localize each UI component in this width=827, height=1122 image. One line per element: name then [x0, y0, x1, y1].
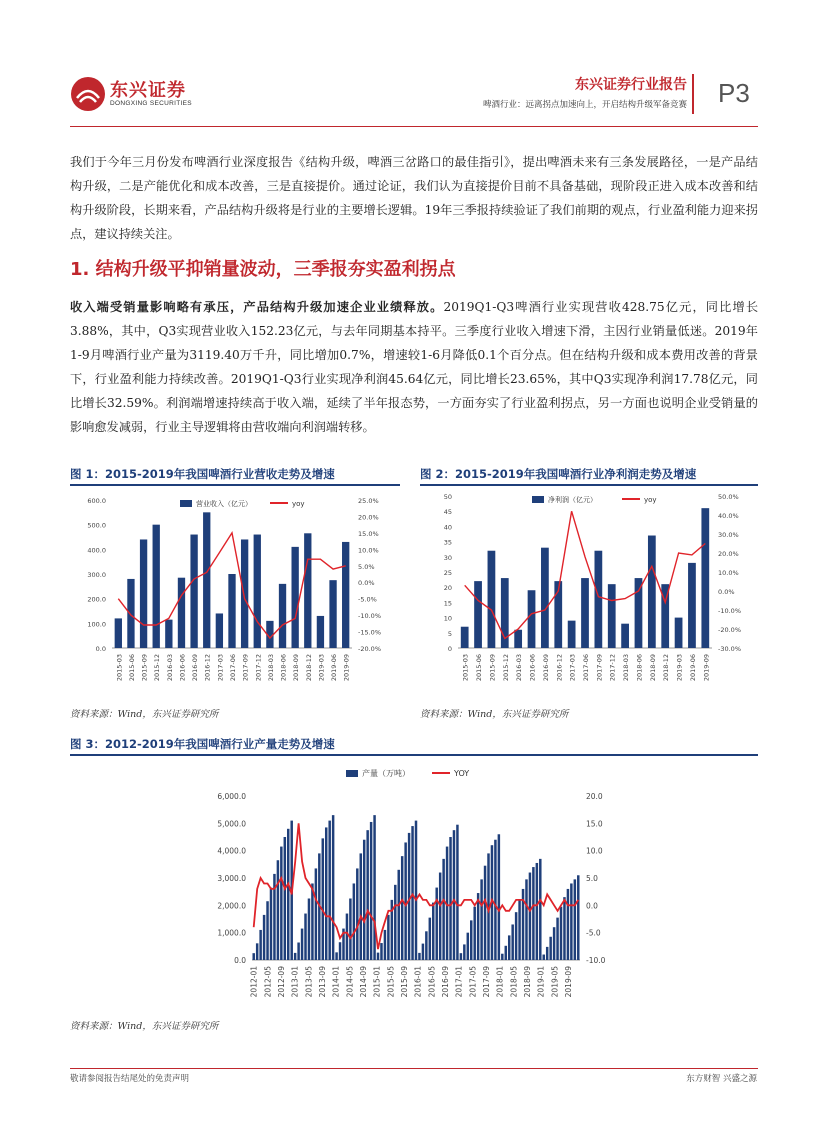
fig3-right-tick: 5.0 — [586, 874, 598, 883]
fig3-bar — [259, 930, 261, 960]
fig2-x-tick: 2019-09 — [702, 654, 711, 682]
fig2-bar — [461, 627, 469, 648]
fig1-right-tick: 25.0% — [358, 497, 379, 505]
header-rule — [70, 126, 758, 127]
fig1-bar — [216, 613, 223, 648]
fig3-bar — [456, 825, 458, 960]
fig2-right-tick: -10.0% — [718, 607, 741, 615]
fig3-bar — [335, 952, 337, 960]
fig1-x-tick: 2018-12 — [304, 654, 313, 682]
fig2-x-tick: 2016-03 — [515, 654, 524, 682]
fig2-left-tick: 15 — [443, 599, 452, 608]
fig3-bar — [556, 918, 558, 960]
fig2-x-tick: 2016-09 — [541, 654, 550, 682]
fig1-bar — [317, 616, 324, 648]
fig1-legend-bar-label: 营业收入（亿元） — [196, 500, 252, 508]
fig2-bar — [474, 581, 482, 648]
fig3-bar — [401, 856, 403, 960]
fig1-right-tick: 20.0% — [358, 513, 379, 522]
fig3-right-tick: 15.0 — [586, 819, 603, 829]
fig3-bar — [294, 953, 296, 960]
fig3-x-tick: 2016-01 — [413, 966, 423, 998]
fig3-bar — [570, 883, 572, 960]
fig2-bar — [621, 624, 629, 648]
fig3-right-tick: -10.0 — [586, 956, 606, 965]
fig2-x-tick: 2016-06 — [528, 654, 537, 682]
fig1-right-tick: -10.0% — [358, 612, 381, 621]
fig3-x-tick: 2014-01 — [331, 966, 341, 998]
fig1-left-tick: 400.0 — [87, 546, 106, 555]
fig3-legend-line-label: YOY — [454, 769, 470, 778]
report-subtitle: 啤酒行业：远离拐点加速向上，开启结构升级军备竞赛 — [482, 100, 687, 110]
fig1-x-tick: 2016-12 — [203, 654, 212, 682]
fig3-left-tick: 3,000.0 — [217, 874, 246, 883]
fig2-left-tick: 35 — [443, 538, 452, 547]
fig1-bar — [165, 620, 172, 648]
fig1-legend-line-label: yoy — [292, 500, 305, 508]
fig2-x-tick: 2018-09 — [648, 654, 657, 682]
fig1-bar — [153, 525, 160, 648]
fig2-bar — [635, 578, 643, 648]
fig3-x-tick: 2013-09 — [318, 966, 328, 998]
fig3-right-tick: 20.0 — [586, 792, 603, 801]
fig3-bar — [322, 838, 324, 960]
fig3-bar — [384, 930, 386, 960]
fig3-bar — [415, 821, 417, 960]
fig1-x-tick: 2018-03 — [266, 654, 275, 682]
fig3-right-tick: -5.0 — [586, 928, 601, 938]
fig1-bar — [228, 574, 235, 648]
fig3-x-tick: 2017-05 — [468, 966, 478, 998]
fig2-x-tick: 2015-12 — [501, 654, 510, 682]
fig1-x-tick: 2017-06 — [229, 654, 237, 682]
fig3-bar — [339, 942, 341, 960]
fig1-bar — [291, 547, 298, 648]
fig3-bar — [297, 943, 299, 960]
fig2-bar — [688, 563, 696, 648]
fig3-x-tick: 2016-05 — [427, 966, 437, 998]
fig3-bar — [549, 937, 551, 960]
fig3-bar — [511, 924, 513, 960]
logo-mark-icon — [70, 76, 106, 112]
fig3-bar — [477, 893, 479, 960]
fig3-bar — [252, 953, 254, 960]
fig2-bar — [701, 508, 709, 648]
fig2-right-tick: 20.0% — [718, 550, 739, 558]
fig2-legend-line-label: yoy — [644, 496, 657, 504]
fig1-bar — [241, 539, 248, 648]
fig1-rule — [70, 484, 400, 486]
fig3-left-tick: 4,000.0 — [217, 846, 246, 856]
fig3-bar — [360, 853, 362, 960]
fig1-x-tick: 2015-12 — [153, 654, 162, 682]
fig2-x-tick: 2015-09 — [488, 654, 497, 682]
fig3-title: 图 3：2012-2019年我国啤酒行业产量走势及增速 — [70, 737, 335, 751]
fig2-bar — [488, 551, 496, 648]
fig3-bar — [498, 834, 500, 960]
section-heading: 1. 结构升级平抑销量波动，三季报夯实盈利拐点 — [70, 259, 456, 280]
fig3-bar — [567, 889, 569, 960]
fig3-bar — [429, 918, 431, 960]
fig3-bar — [460, 953, 462, 960]
fig3-bar — [328, 821, 330, 960]
fig2-left-tick: 50 — [443, 493, 452, 501]
fig2-left-tick: 25 — [443, 569, 452, 577]
fig2-right-tick: 10.0% — [718, 569, 739, 577]
fig3-left-tick: 6,000.0 — [217, 792, 246, 801]
fig3-bar — [256, 943, 258, 960]
fig2-x-tick: 2017-06 — [582, 654, 590, 682]
fig3-x-tick: 2017-09 — [482, 966, 492, 998]
fig2-chart — [420, 488, 758, 698]
fig3-bar — [353, 883, 355, 960]
fig3-bar — [442, 859, 444, 960]
fig3-x-tick: 2013-01 — [290, 966, 300, 998]
fig2-x-tick: 2016-12 — [555, 654, 564, 682]
fig3-bar — [577, 875, 579, 960]
fig3-bar — [525, 879, 527, 960]
fig3-right-tick: 10.0 — [586, 846, 603, 856]
fig1-right-tick: -15.0% — [358, 628, 381, 637]
fig1-x-tick: 2015-09 — [140, 654, 149, 682]
fig3-rule — [70, 754, 758, 756]
fig2-bar — [581, 578, 589, 648]
fig3-bar — [270, 888, 272, 960]
fig3-bar — [408, 833, 410, 960]
fig1-left-tick: 500.0 — [87, 521, 106, 530]
fig1-left-tick: 200.0 — [87, 595, 106, 604]
fig3-bar — [284, 837, 286, 960]
fig1-title: 图 1：2015-2019年我国啤酒行业营收走势及增速 — [70, 467, 335, 481]
fig2-right-tick: 50.0% — [718, 493, 739, 501]
fig2-bar — [648, 536, 656, 648]
footer-disclaimer: 敬请参阅报告结尾处的免责声明 — [70, 1074, 190, 1084]
fig2-left-tick: 40 — [443, 523, 452, 532]
fig3-bar — [563, 897, 565, 960]
fig2-x-tick: 2018-03 — [622, 654, 631, 682]
logo-text: 东兴证券 — [110, 80, 186, 101]
fig3-bar — [484, 866, 486, 960]
fig3-x-tick: 2017-01 — [454, 966, 464, 998]
fig2-bar — [594, 551, 602, 648]
fig3-bar — [425, 931, 427, 960]
fig3-bar — [304, 914, 306, 960]
intro-paragraph: 我们于今年三月份发布啤酒行业深度报告《结构升级，啤酒三岔路口的最佳指引》，提出啤酒未来有三条发展路径，一是产品结构升级，二是产能优化和成本改善，三是直接提价。通过论证，我们认为直接提价目前不具备基础，现阶段正进入成本改善和结构升级阶段，长期来看，产品结构升级将是行业的主要增长逻辑。19年三季报持续验证了我们前期的观点，行业盈利能力迎来拐点，建议持续关注。 — [70, 155, 758, 241]
fig3-x-tick: 2012-09 — [277, 966, 287, 998]
fig3-x-tick: 2015-09 — [400, 966, 410, 998]
fig1-left-tick: 600.0 — [87, 497, 106, 505]
fig3-x-tick: 2014-05 — [345, 966, 355, 998]
fig2-bar — [541, 548, 549, 648]
fig3-bar — [280, 847, 282, 960]
fig1-x-tick: 2017-09 — [241, 654, 250, 682]
fig2-source: 资料来源：Wind，东兴证券研究所 — [420, 709, 569, 720]
fig2-x-tick: 2017-09 — [595, 654, 604, 682]
fig3-left-tick: 1,000.0 — [217, 928, 246, 938]
fig3-bar — [311, 883, 313, 960]
fig2-x-tick: 2018-12 — [662, 654, 671, 682]
fig3-bar — [315, 868, 317, 960]
fig3-bar — [546, 947, 548, 960]
fig2-left-tick: 10 — [443, 614, 452, 623]
fig3-bar — [404, 842, 406, 960]
fig3-bar — [373, 815, 375, 960]
fig3-bar — [325, 827, 327, 960]
fig3-bar — [394, 885, 396, 960]
fig1-right-tick: 0.0% — [358, 579, 375, 588]
fig3-bar — [470, 920, 472, 960]
fig3-x-tick: 2019-01 — [536, 966, 546, 998]
fig3-bar — [508, 935, 510, 960]
fig1-x-tick: 2016-09 — [191, 654, 200, 682]
fig3-bar — [363, 840, 365, 960]
fig3-bar — [505, 946, 507, 960]
fig3-x-tick: 2013-05 — [304, 966, 314, 998]
fig1-bar — [254, 535, 261, 648]
fig3-x-tick: 2019-09 — [564, 966, 574, 998]
page-number: P3 — [718, 78, 750, 108]
fig3-bar — [277, 860, 279, 960]
fig3-bar — [387, 915, 389, 960]
fig3-bar — [380, 943, 382, 960]
fig2-bar — [528, 590, 536, 648]
fig3-x-tick: 2019-05 — [550, 966, 560, 998]
fig3-bar — [553, 927, 555, 960]
fig3-left-tick: 0.0 — [234, 956, 246, 965]
fig1-chart — [70, 488, 400, 698]
fig3-bar — [332, 815, 334, 960]
fig2-x-tick: 2015-06 — [475, 654, 484, 682]
fig3-x-tick: 2015-01 — [372, 966, 382, 998]
logo-subtext: DONGXING SECURITIES — [110, 100, 192, 107]
fig3-bar — [439, 873, 441, 960]
fig2-left-tick: 30 — [443, 553, 452, 562]
fig1-left-tick: 100.0 — [87, 620, 106, 629]
fig1-right-tick: -5.0% — [358, 595, 377, 604]
fig3-bar — [356, 868, 358, 960]
fig2-bar — [675, 618, 683, 648]
fig2-bar — [514, 630, 522, 648]
fig3-bar — [346, 914, 348, 960]
fig3-bar — [301, 929, 303, 960]
report-title: 东兴证券行业报告 — [575, 77, 687, 93]
fig2-x-tick: 2019-03 — [675, 654, 684, 682]
fig1-bar — [140, 539, 147, 648]
fig2-right-tick: -30.0% — [718, 645, 741, 653]
fig1-bar — [190, 535, 197, 648]
fig3-left-tick: 2,000.0 — [217, 901, 246, 911]
fig3-bar — [263, 915, 265, 960]
fig3-x-tick: 2012-05 — [263, 966, 273, 998]
fig2-bar — [568, 621, 576, 648]
fig2-right-tick: 40.0% — [718, 512, 739, 520]
fig2-x-tick: 2018-06 — [635, 654, 644, 682]
fig2-right-tick: -20.0% — [718, 626, 741, 634]
fig3-bar — [397, 870, 399, 960]
fig3-bar — [266, 901, 268, 960]
fig3-bar — [467, 933, 469, 960]
fig2-right-tick: 0.0% — [718, 588, 735, 596]
fig2-legend-bar-swatch — [532, 496, 544, 503]
footer-slogan: 东方财智 兴盛之源 — [686, 1074, 757, 1084]
fig3-x-tick: 2018-05 — [509, 966, 519, 998]
fig1-bar — [279, 584, 286, 648]
fig3-bar — [539, 859, 541, 960]
fig1-x-tick: 2018-06 — [279, 654, 288, 682]
footer-rule — [70, 1068, 758, 1069]
fig3-bar — [422, 944, 424, 960]
fig3-bar — [480, 879, 482, 960]
fig2-legend-bar-label: 净利润（亿元） — [548, 496, 597, 504]
fig3-legend-bar-label: 产量（万吨） — [362, 769, 410, 778]
fig2-rule — [420, 484, 758, 486]
fig3-bar — [287, 829, 289, 960]
fig1-bar — [329, 580, 336, 648]
fig2-x-tick: 2017-03 — [568, 654, 577, 682]
company-logo — [70, 72, 200, 116]
fig3-x-tick: 2018-01 — [495, 966, 505, 998]
fig1-x-tick: 2017-03 — [216, 654, 225, 682]
fig3-chart — [70, 758, 758, 1010]
fig3-source: 资料来源：Wind，东兴证券研究所 — [70, 1021, 219, 1032]
fig3-bar — [501, 954, 503, 960]
fig1-x-tick: 2019-09 — [342, 654, 351, 682]
fig2-left-tick: 0 — [447, 645, 452, 653]
fig3-x-tick: 2012-01 — [249, 966, 259, 998]
fig1-bar — [115, 618, 122, 648]
fig3-bar — [529, 873, 531, 960]
section-body: 2019Q1-Q3啤酒行业实现营收428.75亿元，同比增长3.88%，其中，Q3实现营业收入152.23亿元，与去年同期基本持平。三季度行业收入增速下滑，主因行业销量低迷。2019年1-9月啤酒行业产量为3119.40万千升，同比增加0.7%，增速较1-6月降低0.1个百分点。但在结构升级和成本费用改善的背景下，行业盈利能力持续改善。2019Q1-Q3行业实现净利润45.64亿元，同比增长23.65%，其中Q3实现净利润17.78亿元，同比增长32.59%。利润端增速持续高于收入端，延续了半年报态势，一方面夯实了行业盈利拐点，另一方面也说明企业受销量的影响愈发减弱，行业主导逻辑将由营收端向利润端转移。 — [70, 300, 759, 434]
fig3-legend-bar-swatch — [346, 770, 358, 777]
fig3-bar — [453, 830, 455, 960]
fig3-bar — [432, 903, 434, 960]
fig2-x-tick: 2019-06 — [688, 654, 697, 682]
fig1-x-tick: 2017-12 — [254, 654, 263, 682]
fig1-x-tick: 2019-03 — [317, 654, 326, 682]
fig1-left-tick: 0.0 — [95, 645, 106, 653]
fig1-x-tick: 2016-03 — [165, 654, 174, 682]
fig1-right-tick: 15.0% — [358, 529, 379, 538]
section-paragraph — [70, 295, 758, 439]
fig3-x-tick: 2018-09 — [523, 966, 533, 998]
fig3-x-tick: 2014-09 — [359, 966, 369, 998]
fig2-right-tick: 30.0% — [718, 531, 739, 539]
fig3-bar — [370, 822, 372, 960]
fig3-bar — [463, 944, 465, 960]
fig3-bar — [349, 899, 351, 961]
header-divider — [692, 74, 694, 114]
fig1-x-tick: 2015-03 — [115, 654, 124, 682]
fig3-bar — [543, 955, 545, 960]
fig3-bar — [515, 912, 517, 960]
fig3-bar — [532, 867, 534, 960]
fig3-right-tick: 0.0 — [586, 901, 598, 911]
section-lead: 收入端受销量影响略有承压，产品结构升级加速企业业绩释放。 — [70, 300, 444, 314]
fig1-right-tick: -20.0% — [358, 645, 381, 653]
fig2-x-tick: 2015-03 — [461, 654, 470, 682]
fig2-left-tick: 20 — [443, 584, 452, 593]
fig1-x-tick: 2016-06 — [178, 654, 187, 682]
fig3-bar — [377, 953, 379, 960]
fig1-right-tick: 5.0% — [358, 562, 375, 571]
fig2-bar — [608, 584, 616, 648]
fig3-bar — [494, 840, 496, 960]
fig3-bar — [560, 907, 562, 960]
fig3-x-tick: 2016-09 — [441, 966, 451, 998]
fig1-x-tick: 2015-06 — [127, 654, 136, 682]
fig3-bar — [366, 830, 368, 960]
fig1-bar — [203, 512, 210, 648]
fig2-left-tick: 5 — [447, 629, 452, 638]
fig1-left-tick: 300.0 — [87, 571, 106, 579]
fig3-bar — [308, 899, 310, 961]
fig3-left-tick: 5,000.0 — [217, 819, 246, 829]
fig2-left-tick: 45 — [443, 508, 452, 517]
fig1-bar — [127, 579, 134, 648]
fig2-title: 图 2：2015-2019年我国啤酒行业净利润走势及增速 — [420, 467, 697, 481]
fig3-bar — [536, 863, 538, 960]
fig1-source: 资料来源：Wind，东兴证券研究所 — [70, 709, 219, 720]
fig1-legend-bar-swatch — [180, 500, 192, 507]
fig3-x-tick: 2015-05 — [386, 966, 396, 998]
fig3-bar — [418, 953, 420, 960]
fig1-bar — [304, 533, 311, 648]
fig2-x-tick: 2017-12 — [608, 654, 617, 682]
fig3-bar — [449, 837, 451, 960]
fig1-bar — [178, 578, 185, 648]
fig3-bar — [473, 907, 475, 960]
fig1-right-tick: 10.0% — [358, 546, 379, 555]
fig1-x-tick: 2018-09 — [292, 654, 301, 682]
fig1-bar — [342, 542, 349, 648]
fig3-bar — [518, 900, 520, 960]
fig3-bar — [574, 879, 576, 960]
fig1-x-tick: 2019-06 — [330, 654, 339, 682]
